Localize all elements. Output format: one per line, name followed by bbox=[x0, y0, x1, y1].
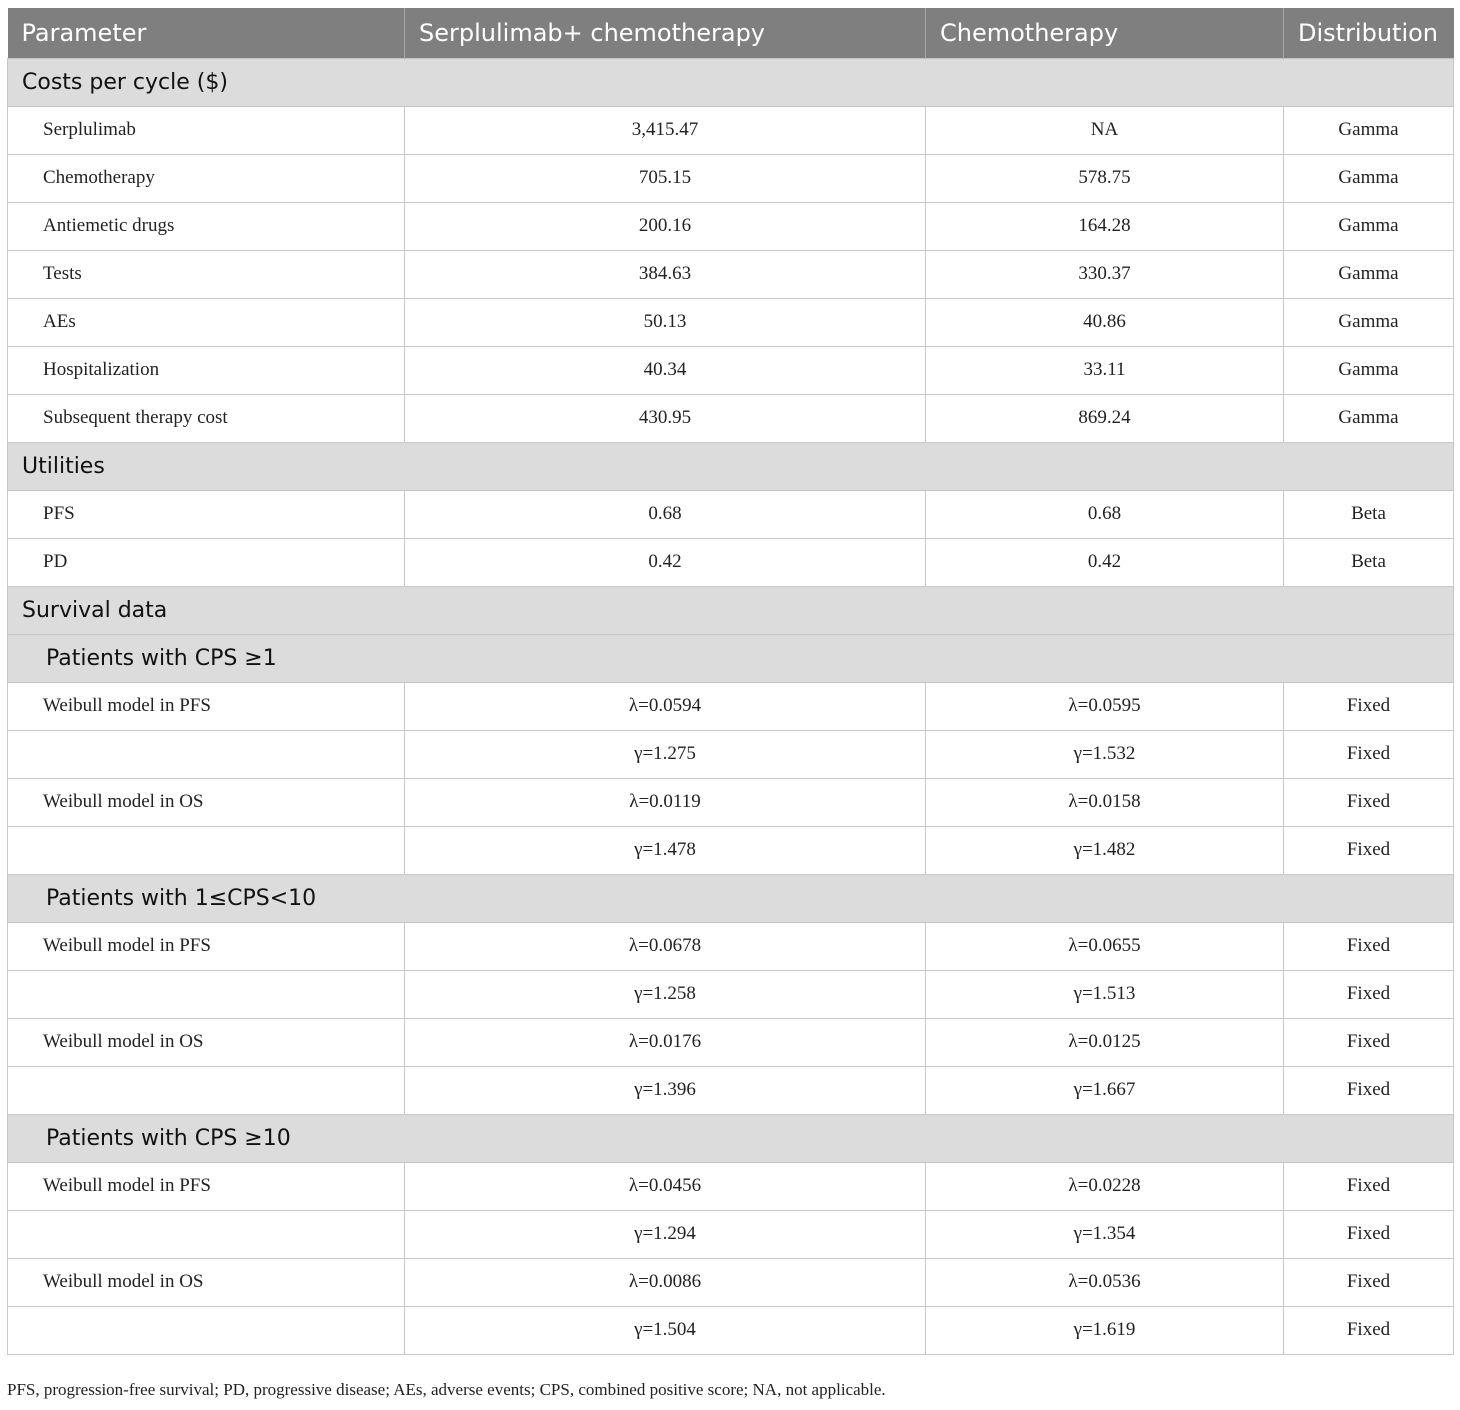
cell-parameter bbox=[8, 826, 405, 874]
cell-chemotherapy: 578.75 bbox=[926, 154, 1284, 202]
section-row bbox=[8, 442, 1454, 490]
cell-distribution: Gamma bbox=[1284, 394, 1454, 442]
cell-parameter bbox=[8, 1210, 405, 1258]
table-row bbox=[8, 682, 1454, 730]
section-row bbox=[8, 58, 1454, 106]
cell-distribution: Fixed bbox=[1284, 1306, 1454, 1354]
table-body bbox=[8, 58, 1454, 1354]
cell-distribution: Beta bbox=[1284, 538, 1454, 586]
cell-serplulimab-chemotherapy: γ=1.504 bbox=[405, 1306, 926, 1354]
cell-serplulimab-chemotherapy: 40.34 bbox=[405, 346, 926, 394]
cell-chemotherapy: γ=1.482 bbox=[926, 826, 1284, 874]
table-row bbox=[8, 250, 1454, 298]
cell-distribution: Gamma bbox=[1284, 250, 1454, 298]
table-row bbox=[8, 1066, 1454, 1114]
cell-serplulimab-chemotherapy: λ=0.0176 bbox=[405, 1018, 926, 1066]
cell-distribution: Fixed bbox=[1284, 1018, 1454, 1066]
subsection-row bbox=[8, 634, 1454, 682]
cell-distribution: Gamma bbox=[1284, 346, 1454, 394]
table-row bbox=[8, 730, 1454, 778]
table-row bbox=[8, 202, 1454, 250]
table-row bbox=[8, 1306, 1454, 1354]
table-row bbox=[8, 298, 1454, 346]
cell-chemotherapy: λ=0.0228 bbox=[926, 1162, 1284, 1210]
parameter-table bbox=[7, 8, 1454, 1355]
cell-parameter: Weibull model in OS bbox=[8, 1258, 405, 1306]
cell-chemotherapy: γ=1.532 bbox=[926, 730, 1284, 778]
cell-serplulimab-chemotherapy: λ=0.0086 bbox=[405, 1258, 926, 1306]
cell-serplulimab-chemotherapy: 50.13 bbox=[405, 298, 926, 346]
cell-distribution: Gamma bbox=[1284, 202, 1454, 250]
subsection-row bbox=[8, 874, 1454, 922]
header-chemotherapy: Chemotherapy bbox=[926, 8, 1284, 58]
cell-chemotherapy: γ=1.513 bbox=[926, 970, 1284, 1018]
cell-chemotherapy: γ=1.667 bbox=[926, 1066, 1284, 1114]
cell-distribution: Gamma bbox=[1284, 154, 1454, 202]
table-row bbox=[8, 1258, 1454, 1306]
section-label: Survival data bbox=[8, 586, 1454, 634]
cell-parameter: Weibull model in PFS bbox=[8, 682, 405, 730]
cell-chemotherapy: λ=0.0655 bbox=[926, 922, 1284, 970]
cell-serplulimab-chemotherapy: 430.95 bbox=[405, 394, 926, 442]
cell-parameter: Hospitalization bbox=[8, 346, 405, 394]
cell-serplulimab-chemotherapy: γ=1.275 bbox=[405, 730, 926, 778]
cell-parameter bbox=[8, 730, 405, 778]
cell-chemotherapy: 869.24 bbox=[926, 394, 1284, 442]
cell-parameter: Chemotherapy bbox=[8, 154, 405, 202]
cell-chemotherapy: γ=1.354 bbox=[926, 1210, 1284, 1258]
cell-distribution: Fixed bbox=[1284, 1210, 1454, 1258]
cell-chemotherapy: γ=1.619 bbox=[926, 1306, 1284, 1354]
cell-serplulimab-chemotherapy: γ=1.478 bbox=[405, 826, 926, 874]
cell-distribution: Fixed bbox=[1284, 1258, 1454, 1306]
cell-chemotherapy: λ=0.0595 bbox=[926, 682, 1284, 730]
cell-serplulimab-chemotherapy: 3,415.47 bbox=[405, 106, 926, 154]
section-label: Patients with 1≤CPS<10 bbox=[8, 874, 1454, 922]
cell-parameter: Weibull model in OS bbox=[8, 1018, 405, 1066]
cell-parameter: Subsequent therapy cost bbox=[8, 394, 405, 442]
cell-serplulimab-chemotherapy: λ=0.0678 bbox=[405, 922, 926, 970]
cell-serplulimab-chemotherapy: γ=1.396 bbox=[405, 1066, 926, 1114]
table-row bbox=[8, 346, 1454, 394]
cell-serplulimab-chemotherapy: λ=0.0456 bbox=[405, 1162, 926, 1210]
cell-serplulimab-chemotherapy: 0.42 bbox=[405, 538, 926, 586]
cell-chemotherapy: 164.28 bbox=[926, 202, 1284, 250]
table-row bbox=[8, 538, 1454, 586]
cell-parameter: Tests bbox=[8, 250, 405, 298]
cell-serplulimab-chemotherapy: γ=1.258 bbox=[405, 970, 926, 1018]
subsection-row bbox=[8, 1114, 1454, 1162]
cell-chemotherapy: λ=0.0158 bbox=[926, 778, 1284, 826]
cell-serplulimab-chemotherapy: λ=0.0594 bbox=[405, 682, 926, 730]
table-row bbox=[8, 1018, 1454, 1066]
cell-distribution: Fixed bbox=[1284, 682, 1454, 730]
cell-distribution: Fixed bbox=[1284, 922, 1454, 970]
section-label: Patients with CPS ≥10 bbox=[8, 1114, 1454, 1162]
cell-parameter: Weibull model in PFS bbox=[8, 922, 405, 970]
cell-parameter: PD bbox=[8, 538, 405, 586]
table-row bbox=[8, 922, 1454, 970]
table-header-row bbox=[8, 8, 1454, 58]
cell-parameter: Serplulimab bbox=[8, 106, 405, 154]
table-row bbox=[8, 1210, 1454, 1258]
section-row bbox=[8, 586, 1454, 634]
header-parameter: Parameter bbox=[8, 8, 405, 58]
cell-parameter bbox=[8, 1066, 405, 1114]
cell-parameter bbox=[8, 1306, 405, 1354]
header-distribution: Distribution bbox=[1284, 8, 1454, 58]
section-label: Utilities bbox=[8, 442, 1454, 490]
cell-parameter: Weibull model in PFS bbox=[8, 1162, 405, 1210]
cell-chemotherapy: 0.68 bbox=[926, 490, 1284, 538]
cell-distribution: Beta bbox=[1284, 490, 1454, 538]
cell-chemotherapy: NA bbox=[926, 106, 1284, 154]
table-row bbox=[8, 394, 1454, 442]
section-label: Patients with CPS ≥1 bbox=[8, 634, 1454, 682]
cell-distribution: Fixed bbox=[1284, 970, 1454, 1018]
cell-parameter: Antiemetic drugs bbox=[8, 202, 405, 250]
table-row bbox=[8, 970, 1454, 1018]
table-row bbox=[8, 778, 1454, 826]
cell-chemotherapy: λ=0.0536 bbox=[926, 1258, 1284, 1306]
cell-distribution: Fixed bbox=[1284, 1066, 1454, 1114]
table-row bbox=[8, 1162, 1454, 1210]
cell-distribution: Fixed bbox=[1284, 1162, 1454, 1210]
cell-chemotherapy: 330.37 bbox=[926, 250, 1284, 298]
cell-serplulimab-chemotherapy: 705.15 bbox=[405, 154, 926, 202]
table-row bbox=[8, 490, 1454, 538]
cell-parameter bbox=[8, 970, 405, 1018]
cell-serplulimab-chemotherapy: γ=1.294 bbox=[405, 1210, 926, 1258]
cell-distribution: Fixed bbox=[1284, 730, 1454, 778]
cell-parameter: AEs bbox=[8, 298, 405, 346]
cell-chemotherapy: 33.11 bbox=[926, 346, 1284, 394]
cell-chemotherapy: λ=0.0125 bbox=[926, 1018, 1284, 1066]
cell-distribution: Gamma bbox=[1284, 298, 1454, 346]
table-row bbox=[8, 826, 1454, 874]
cell-chemotherapy: 40.86 bbox=[926, 298, 1284, 346]
cell-parameter: PFS bbox=[8, 490, 405, 538]
table-row bbox=[8, 154, 1454, 202]
cell-distribution: Fixed bbox=[1284, 778, 1454, 826]
cell-distribution: Fixed bbox=[1284, 826, 1454, 874]
cell-parameter: Weibull model in OS bbox=[8, 778, 405, 826]
section-label: Costs per cycle ($) bbox=[8, 58, 1454, 106]
cell-serplulimab-chemotherapy: 384.63 bbox=[405, 250, 926, 298]
header-serplulimab-chemotherapy: Serplulimab+ chemotherapy bbox=[405, 8, 926, 58]
table-row bbox=[8, 106, 1454, 154]
cell-serplulimab-chemotherapy: 0.68 bbox=[405, 490, 926, 538]
cell-distribution: Gamma bbox=[1284, 106, 1454, 154]
cell-serplulimab-chemotherapy: 200.16 bbox=[405, 202, 926, 250]
cell-serplulimab-chemotherapy: λ=0.0119 bbox=[405, 778, 926, 826]
cell-chemotherapy: 0.42 bbox=[926, 538, 1284, 586]
table-footnote: PFS, progression-free survival; PD, progressive disease; AEs, adverse events; CPS, combined positive score; NA, not applicable. bbox=[7, 1380, 886, 1399]
